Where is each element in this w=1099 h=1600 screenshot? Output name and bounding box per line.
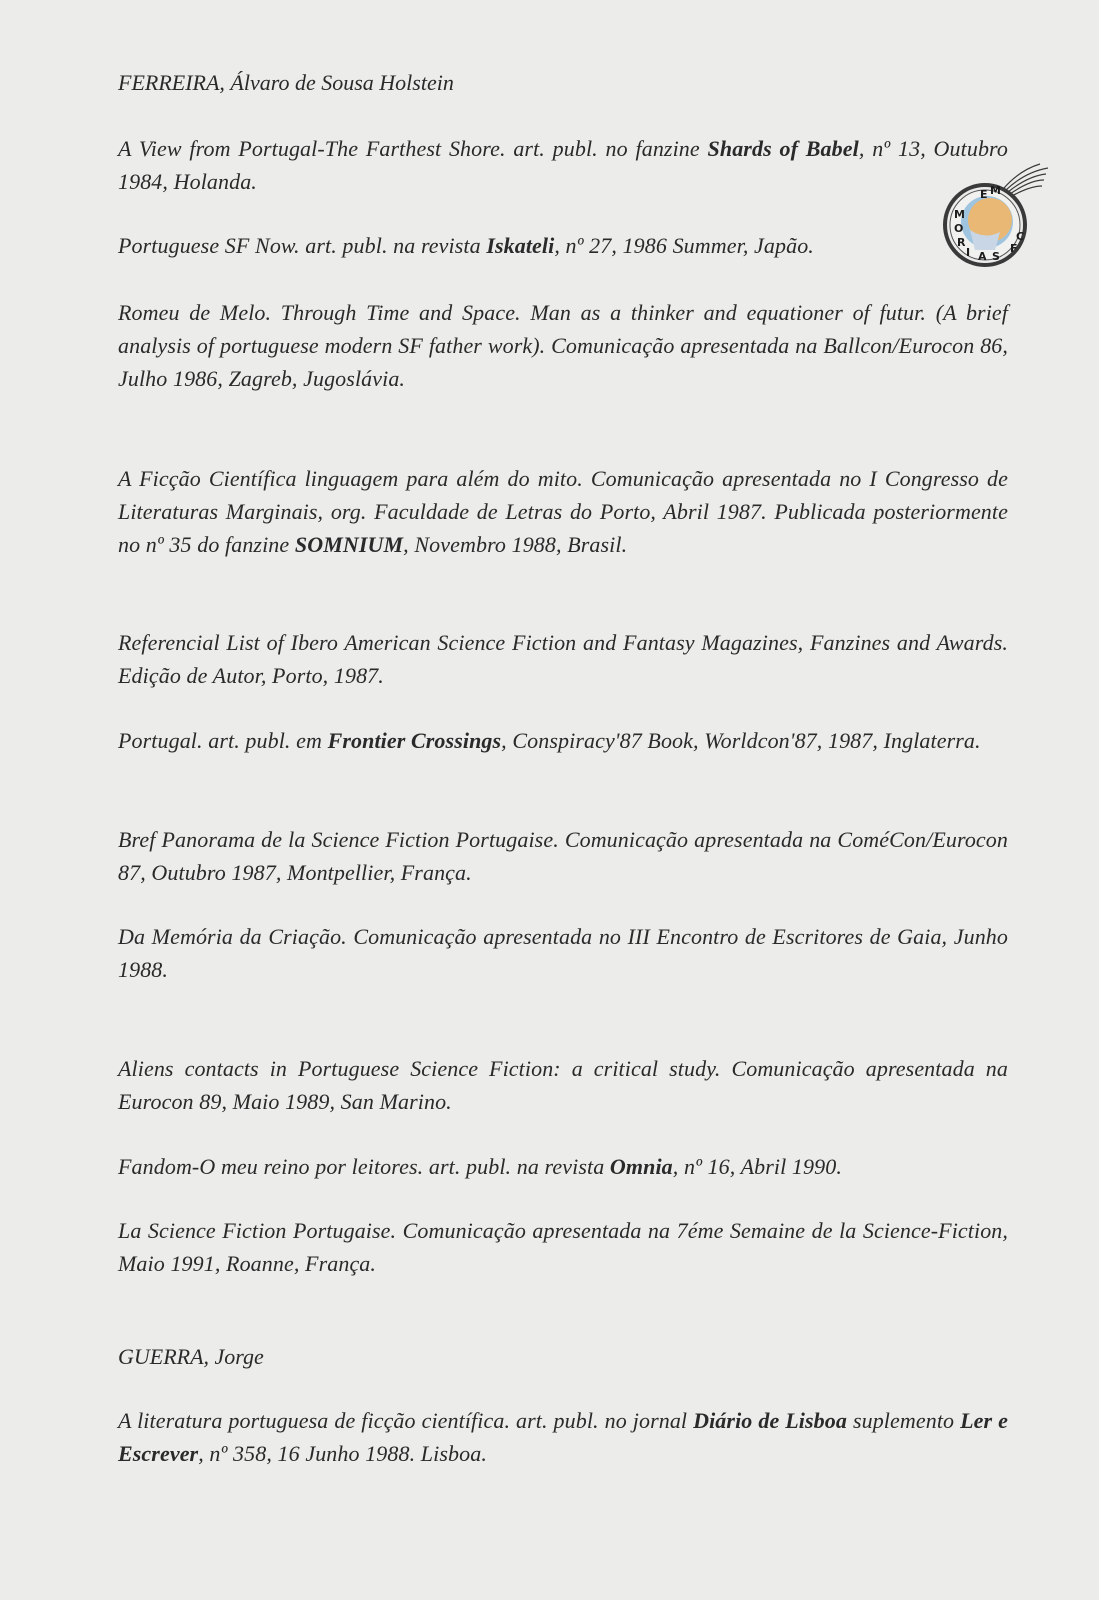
entry-text: A View from Portugal-The Farthest Shore. art. publ. no fanzine: [118, 136, 708, 161]
bib-entry: [118, 1150, 1008, 1183]
bib-entry: [118, 462, 1008, 561]
svg-text:M: M: [990, 184, 1001, 197]
entry-text: A literatura portuguesa de ficção científica. art. publ. no jornal: [118, 1408, 694, 1433]
svg-text:A: A: [978, 250, 987, 263]
entry-text: , Conspiracy'87 Book, Worldcon'87, 1987, Inglaterra.: [501, 728, 981, 753]
publication-title: Iskateli: [486, 233, 555, 258]
entry-text: La Science Fiction Portugaise. Comunicação apresentada na 7éme Semaine de la Science-Fiction, Maio 1991, Roanne, França.: [118, 1218, 1008, 1276]
memorias-logo-icon: [940, 160, 1050, 270]
bib-entry: [118, 229, 908, 262]
svg-text:C: C: [1016, 230, 1025, 243]
publication-title: Shards of Babel: [707, 136, 859, 161]
bib-entry: [118, 1214, 1008, 1280]
entry-text: Romeu de Melo. Through Time and Space. Man as a thinker and equationer of futur. (A brief analysis of portuguese modern SF father work). Comunicação apresentada na Ballcon/Eurocon 86, Julho 1986, Zagreb, Jugoslávia.: [118, 300, 1008, 391]
entry-text: Referencial List of Ibero American Science Fiction and Fantasy Magazines, Fanzines and Awards. Edição de Autor, Porto, 1987.: [118, 630, 1008, 688]
entry-text: , nº 27, 1986 Summer, Japão.: [554, 233, 814, 258]
publication-title: SOMNIUM: [294, 532, 404, 557]
svg-text:S: S: [992, 250, 1000, 263]
entry-text: , nº 13, Outubro 1984, Holanda.: [118, 136, 1009, 194]
svg-text:E: E: [980, 188, 988, 201]
author-heading-ferreira: FERREIRA, Álvaro de Sousa Holstein: [118, 70, 454, 95]
entry-text: Fandom-O meu reino por leitores. art. publ. na revista: [118, 1154, 610, 1179]
bib-entry: [118, 920, 1008, 986]
bib-entry: [118, 724, 1008, 757]
publication-title: Omnia: [609, 1154, 673, 1179]
bib-entry: [118, 626, 1008, 692]
entry-text: Aliens contacts in Portuguese Science Fiction: a critical study. Comunicação apresentada na Eurocon 89, Maio 1989, San Marino.: [118, 1056, 1008, 1114]
entry-text: , Novembro 1988, Brasil.: [403, 532, 628, 557]
svg-text:M: M: [954, 208, 965, 221]
bib-entry: [118, 1404, 1008, 1470]
bib-entry: [118, 296, 1008, 395]
svg-text:R: R: [957, 236, 966, 249]
entry-text: Portugal. art. publ. em: [118, 728, 328, 753]
publication-title: Diário de Lisboa: [693, 1408, 847, 1433]
bib-entry: [118, 1052, 1008, 1118]
entry-text: suplemento: [846, 1408, 961, 1433]
bib-entry: [118, 132, 1008, 198]
entry-text: A Ficção Científica linguagem para além do mito. Comunicação apresentada no I Congresso de Literaturas Marginais, org. Faculdade de Letras do Porto, Abril 1987. Publicada posteriormente no nº 35 do fanzine: [118, 466, 1008, 557]
svg-text:O: O: [954, 222, 964, 235]
svg-text:F: F: [1010, 242, 1018, 255]
entry-text: , nº 358, 16 Junho 1988. Lisboa.: [198, 1441, 487, 1466]
svg-text:I: I: [966, 246, 971, 259]
entry-text: Bref Panorama de la Science Fiction Portugaise. Comunicação apresentada na ComéCon/Eurocon 87, Outubro 1987, Montpellier, França.: [118, 827, 1008, 885]
entry-text: Portuguese SF Now. art. publ. na revista: [118, 233, 487, 258]
publication-title: Ler e Escrever: [118, 1408, 1008, 1466]
author-heading-guerra: GUERRA, Jorge: [118, 1344, 264, 1369]
entry-text: Da Memória da Criação. Comunicação apresentada no III Encontro de Escritores de Gaia, Junho 1988.: [118, 924, 1008, 982]
entry-text: , nº 16, Abril 1990.: [672, 1154, 842, 1179]
bib-entry: [118, 823, 1008, 889]
publication-title: Frontier Crossings: [327, 728, 502, 753]
